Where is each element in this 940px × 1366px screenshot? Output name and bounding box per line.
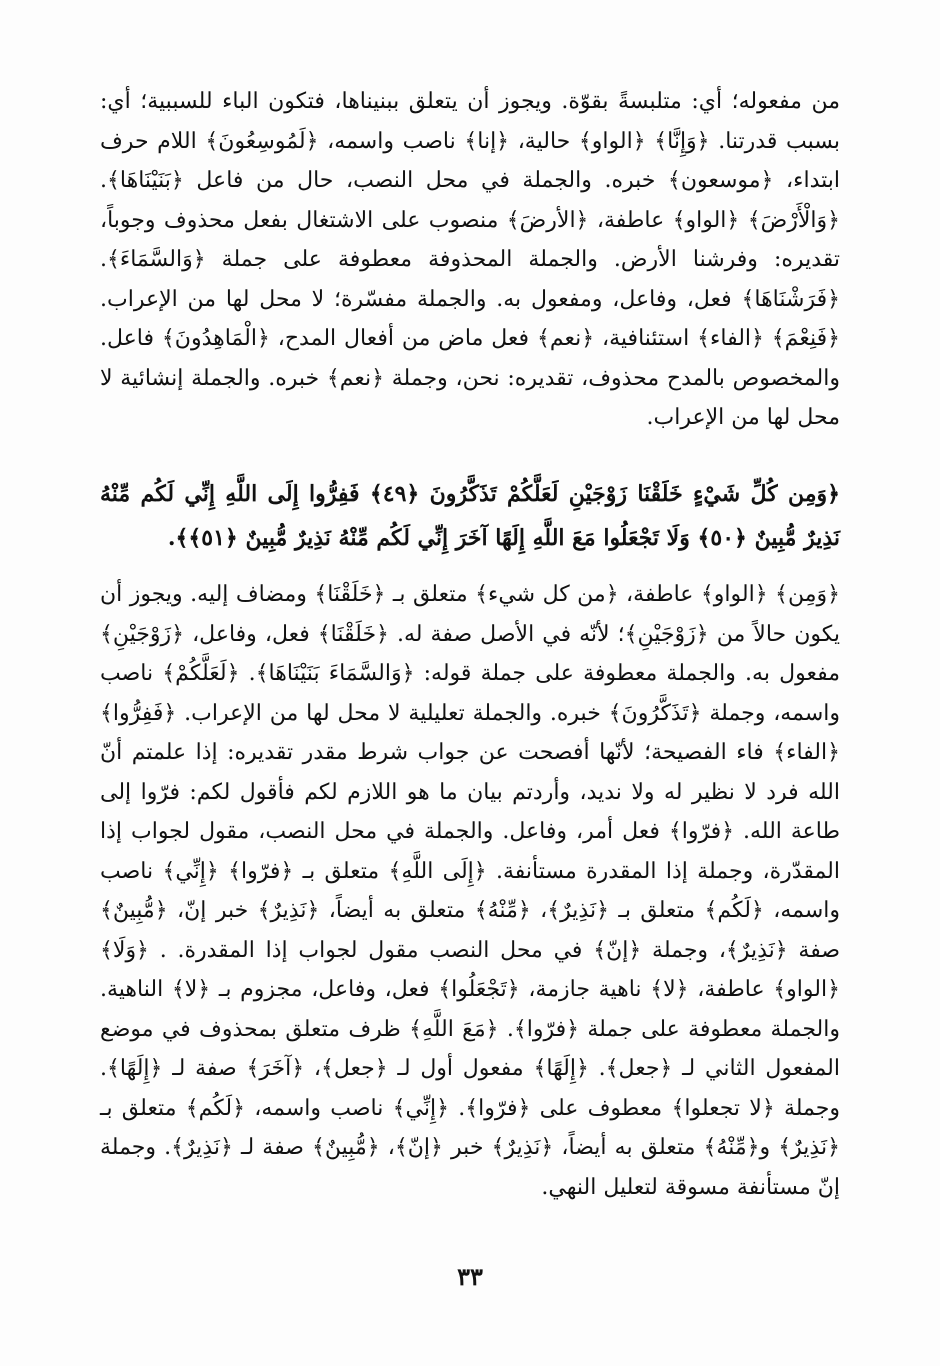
quran-verse: ﴿وَمِن كُلِّ شَيْءٍ خَلَقْنَا زَوْجَيْنِ لَعَلَّكُمْ تَذَكَّرُونَ ﴿٤٩﴾ فَفِرُّوا إِلَى اللَّهِ إِنِّي لَكُم مِّنْهُ نَذِيرٌ مُّبِينٌ ﴿٥٠﴾ وَلَا تَجْعَلُوا مَعَ اللَّهِ إِلَهًا آخَرَ إِنِّي لَكُم مِّنْهُ نَذِيرٌ مُّبِينٌ ﴿٥١﴾﴾. xyxy=(100,481,840,551)
page-number: ٣٣ xyxy=(457,1262,483,1291)
paragraph-grammar-analysis-1: من مفعوله؛ أي: متلبسةً بقوّة. ويجوز أن يتعلق ببنيناها، فتكون الباء للسببية؛ أي: بسبب قدرتنا. ﴿وَإِنَّا﴾ ﴿الواو﴾ حالية، ﴿إنا﴾ ناصب واسمه، ﴿لَمُوسِعُونَ﴾ اللام حرف ابتداء، ﴿موسعون﴾ خبره. والجملة في محل النصب، حال من فاعل ﴿بَنَيْنَاهَا﴾. ﴿وَالْأَرْضَ﴾ ﴿الواو﴾ عاطفة، ﴿الأرضَ﴾ منصوب على الاشتغال بفعل محذوف وجوباً، تقديره: وفرشنا الأرض. والجملة المحذوفة معطوفة على جملة ﴿وَالسَّمَاءَ﴾. ﴿فَرَشْنَاهَا﴾ فعل، وفاعل، ومفعول به. والجملة مفسّرة؛ لا محل لها من الإعراب. ﴿فَنِعْمَ﴾ ﴿الفاء﴾ استئنافية، ﴿نعم﴾ فعل ماض من أفعال المدح، ﴿الْمَاهِدُونَ﴾ فاعل. والمخصوص بالمدح محذوف، تقديره: نحن، وجملة ﴿نعم﴾ خبره. والجملة إنشائية لا محل لها من الإعراب. xyxy=(100,89,840,430)
paragraph-grammar-analysis-2: ﴿وَمِن﴾ ﴿الواو﴾ عاطفة، ﴿من كل شيء﴾ متعلق بـ ﴿خَلَقْنَا﴾ ومضاف إليه. ويجوز أن يكون حالاً من ﴿زَوْجَيْنِ﴾؛ لأنّه في الأصل صفة له. ﴿خَلَقْنَا﴾ فعل، وفاعل، ﴿زَوْجَيْنِ﴾ مفعول به. والجملة معطوفة على جملة قوله: ﴿وَالسَّمَاءَ بَنَيْنَاهَا﴾. ﴿لَعَلَّكُمْ﴾ ناصب واسمه، وجملة ﴿تَذَكَّرُونَ﴾ خبره. والجملة تعليلية لا محل لها من الإعراب. ﴿فَفِرُّوا﴾ ﴿الفاء﴾ فاء الفصيحة؛ لأنّها أفصحت عن جواب شرط مقدر تقديره: إذا علمتم أنّ الله فرد لا نظير له ولا نديد، وأردتم بيان ما هو اللازم لكم فأقول لكم: فرّوا إلى طاعة الله. ﴿فرّوا﴾ فعل أمر، وفاعل. والجملة في محل النصب، مقول لجواب إذا المقدّرة، وجملة إذا المقدرة مستأنفة. ﴿إِلَى اللَّهِ﴾ متعلق بـ ﴿فرّوا﴾ ﴿إِنِّي﴾ ناصب واسمه، ﴿لَكُم﴾ متعلق بـ ﴿نَذِيرٌ﴾، ﴿مِّنْهُ﴾ متعلق به أيضاً، ﴿نَذِيرٌ﴾ خبر إنّ، ﴿مُّبِينٌ﴾ صفة ﴿نَذِيرٌ﴾، وجملة ﴿إنّ﴾ في محل النصب مقول لجواب إذا المقدرة. . ﴿وَلَا﴾ ﴿الواو﴾ عاطفة، ﴿لا﴾ ناهية جازمة، ﴿تَجْعَلُوا﴾ فعل، وفاعل، مجزوم بـ ﴿لا﴾ الناهية. والجملة معطوفة على جملة ﴿فرّوا﴾. ﴿مَعَ اللَّهِ﴾ ظرف متعلق بمحذوف في موضع المفعول الثاني لـ ﴿جعل﴾. ﴿إِلَهًا﴾ مفعول أول لـ ﴿جعل﴾، ﴿آخَرَ﴾ صفة لـ ﴿إِلَهًا﴾. وجملة ﴿لا تجعلوا﴾ معطوف على ﴿فرّوا﴾. ﴿إِنِّي﴾ ناصب واسمه، ﴿لَكُم﴾ متعلق بـ ﴿نَذِيرٌ﴾ و﴿مِّنْهُ﴾ متعلق به أيضاً، ﴿نَذِيرٌ﴾ خبر ﴿إنّ﴾، ﴿مُّبِينٌ﴾ صفة لـ ﴿نَذِيرٌ﴾. وجملة إنّ مستأنفة مسوقة لتعليل النهي. xyxy=(100,582,840,1200)
